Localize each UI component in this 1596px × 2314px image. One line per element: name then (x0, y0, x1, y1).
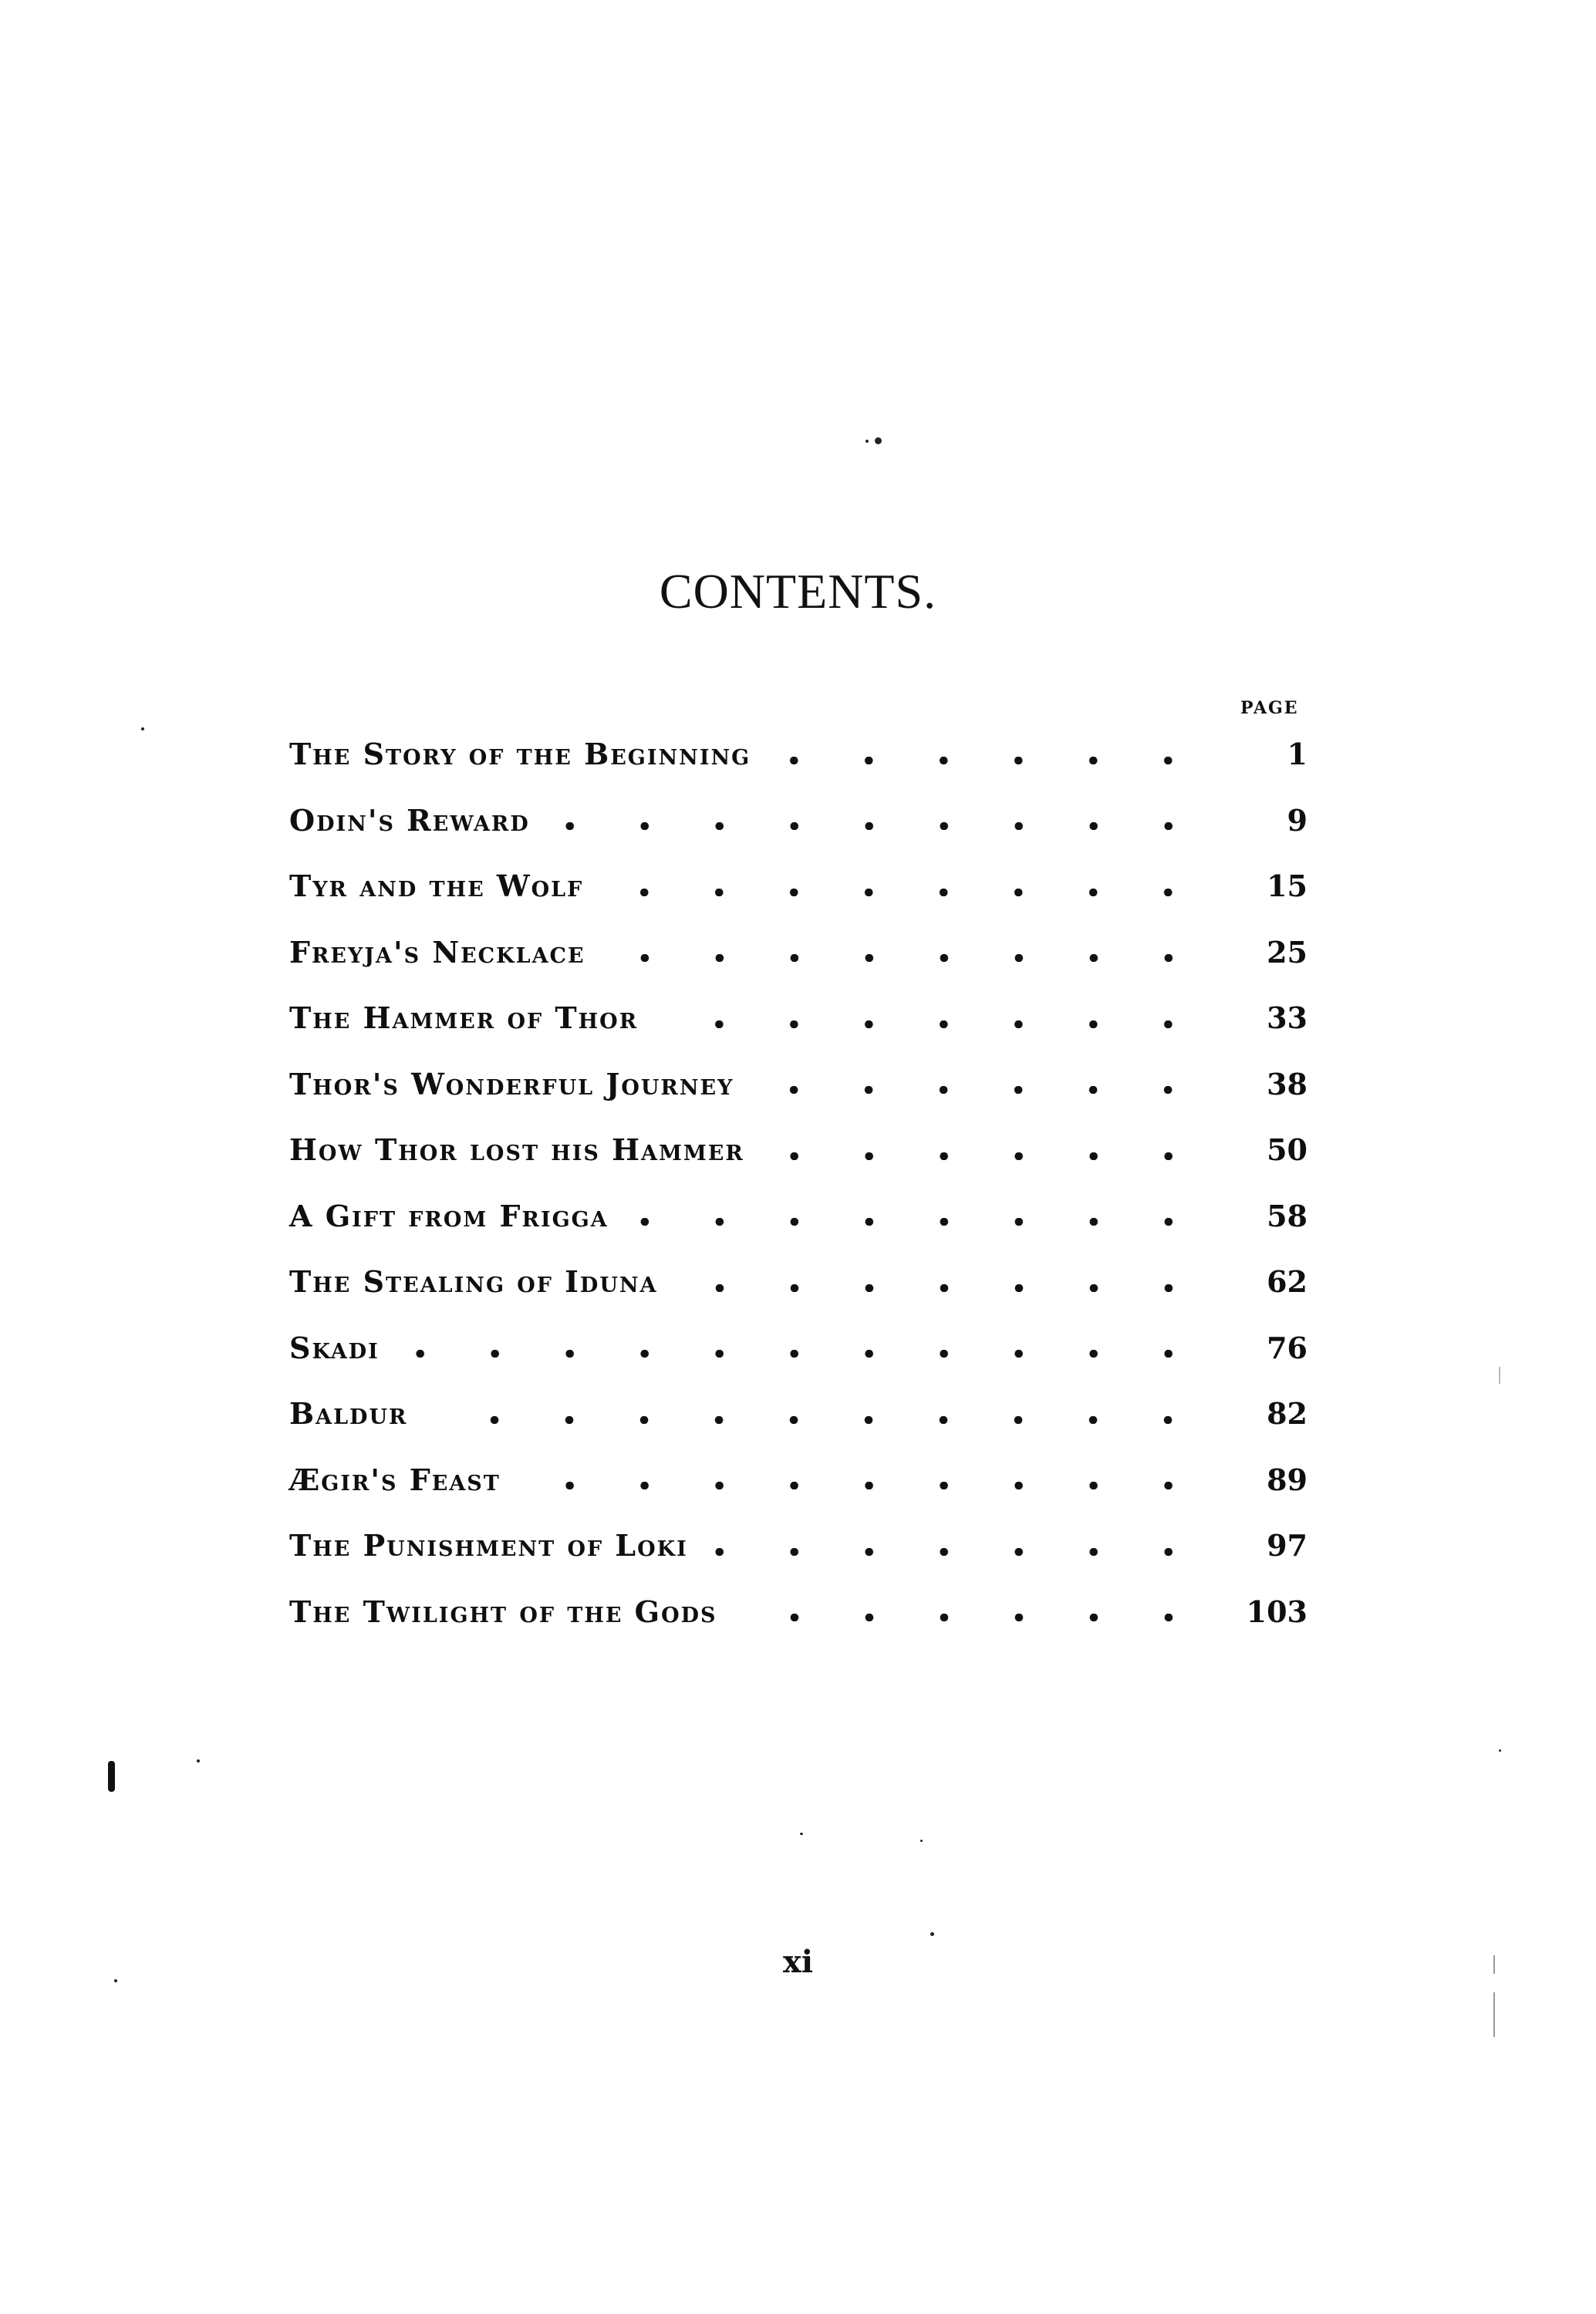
toc-leader-dots (518, 1482, 1206, 1489)
toc-entry-title: Odin's Reward (289, 802, 530, 838)
toc-entry-title: Skadi (289, 1330, 380, 1365)
toc-entry (289, 1579, 1308, 1645)
scan-speck (141, 727, 144, 730)
toc-entry-page: 9 (1287, 802, 1308, 838)
toc-entry (289, 919, 1308, 986)
toc-entry-title: A Gift from Frigga (289, 1198, 609, 1233)
toc-entry-title: The Stealing of Iduna (289, 1264, 658, 1300)
toc-entry-page: 1 (1287, 737, 1308, 772)
toc-entry-title: Ægir's Feast (289, 1462, 501, 1497)
toc-entry (289, 853, 1308, 919)
toc-leader-dots (675, 1284, 1206, 1292)
toc-leader-dots (602, 954, 1206, 962)
toc-entry-page: 97 (1267, 1528, 1308, 1563)
toc-entry-page: 103 (1246, 1594, 1308, 1629)
toc-leader-dots (424, 1416, 1206, 1424)
toc-entry-page: 15 (1267, 869, 1308, 904)
scan-mark (108, 1761, 115, 1792)
toc-entry-page: 33 (1267, 1000, 1308, 1036)
toc-entry-page: 25 (1267, 934, 1308, 970)
toc-leader-dots (751, 1086, 1206, 1094)
toc-entry (289, 1447, 1308, 1513)
toc-entry (289, 721, 1308, 788)
toc-entry (289, 1117, 1308, 1183)
toc-leader-dots (655, 1020, 1206, 1028)
toc-entry (289, 1315, 1308, 1381)
toc-entry-page: 76 (1267, 1330, 1308, 1365)
scan-mark (1493, 1992, 1495, 2037)
toc-entry (289, 985, 1308, 1051)
toc-leader-dots (705, 1548, 1206, 1556)
toc-leader-dots (626, 1218, 1206, 1226)
toc-entry-page: 50 (1267, 1132, 1308, 1168)
toc-entry-page: 82 (1267, 1396, 1308, 1432)
toc-entry-page: 89 (1267, 1462, 1308, 1497)
toc-entry (289, 1249, 1308, 1315)
toc-entry (289, 788, 1308, 854)
toc-entry (289, 1183, 1308, 1250)
toc-entry-title: The Hammer of Thor (289, 1000, 639, 1036)
scan-speck (1499, 1749, 1501, 1752)
contents-heading: CONTENTS. (659, 564, 937, 619)
toc-entry (289, 1051, 1308, 1118)
toc-leader-dots (768, 757, 1206, 764)
toc-entry-title: The Punishment of Loki (289, 1528, 688, 1563)
toc-leader-dots (600, 889, 1206, 896)
toc-entry-title: Thor's Wonderful Journey (289, 1066, 734, 1101)
toc-leader-dots (547, 822, 1206, 830)
page-column-header: PAGE (1240, 698, 1299, 718)
toc-leader-dots (734, 1614, 1206, 1621)
page-number-folio: xi (782, 1944, 814, 1980)
scan-speck (875, 437, 882, 444)
toc-entry (289, 1513, 1308, 1579)
toc-entry-title: Freyja's Necklace (289, 934, 585, 970)
toc-entry-title: How Thor lost his Hammer (289, 1132, 744, 1168)
scan-speck (920, 1840, 923, 1842)
scan-speck (930, 1932, 934, 1936)
toc-entry-title: Baldur (289, 1396, 408, 1432)
toc-entry-title: Tyr and the Wolf (289, 869, 584, 904)
scan-mark (1499, 1367, 1500, 1384)
toc-entry (289, 1381, 1308, 1447)
toc-entry-page: 62 (1267, 1264, 1308, 1300)
toc-entry-title: The Story of the Beginning (289, 737, 751, 772)
scan-speck (865, 440, 869, 443)
toc-leader-dots (396, 1350, 1206, 1358)
toc-entry-page: 38 (1267, 1066, 1308, 1101)
toc-leader-dots (761, 1152, 1206, 1160)
toc-entry-page: 58 (1267, 1198, 1308, 1233)
toc-entry-title: The Twilight of the Gods (289, 1594, 717, 1629)
scan-speck (800, 1833, 803, 1835)
table-of-contents (289, 721, 1308, 1644)
scan-speck (197, 1759, 200, 1762)
